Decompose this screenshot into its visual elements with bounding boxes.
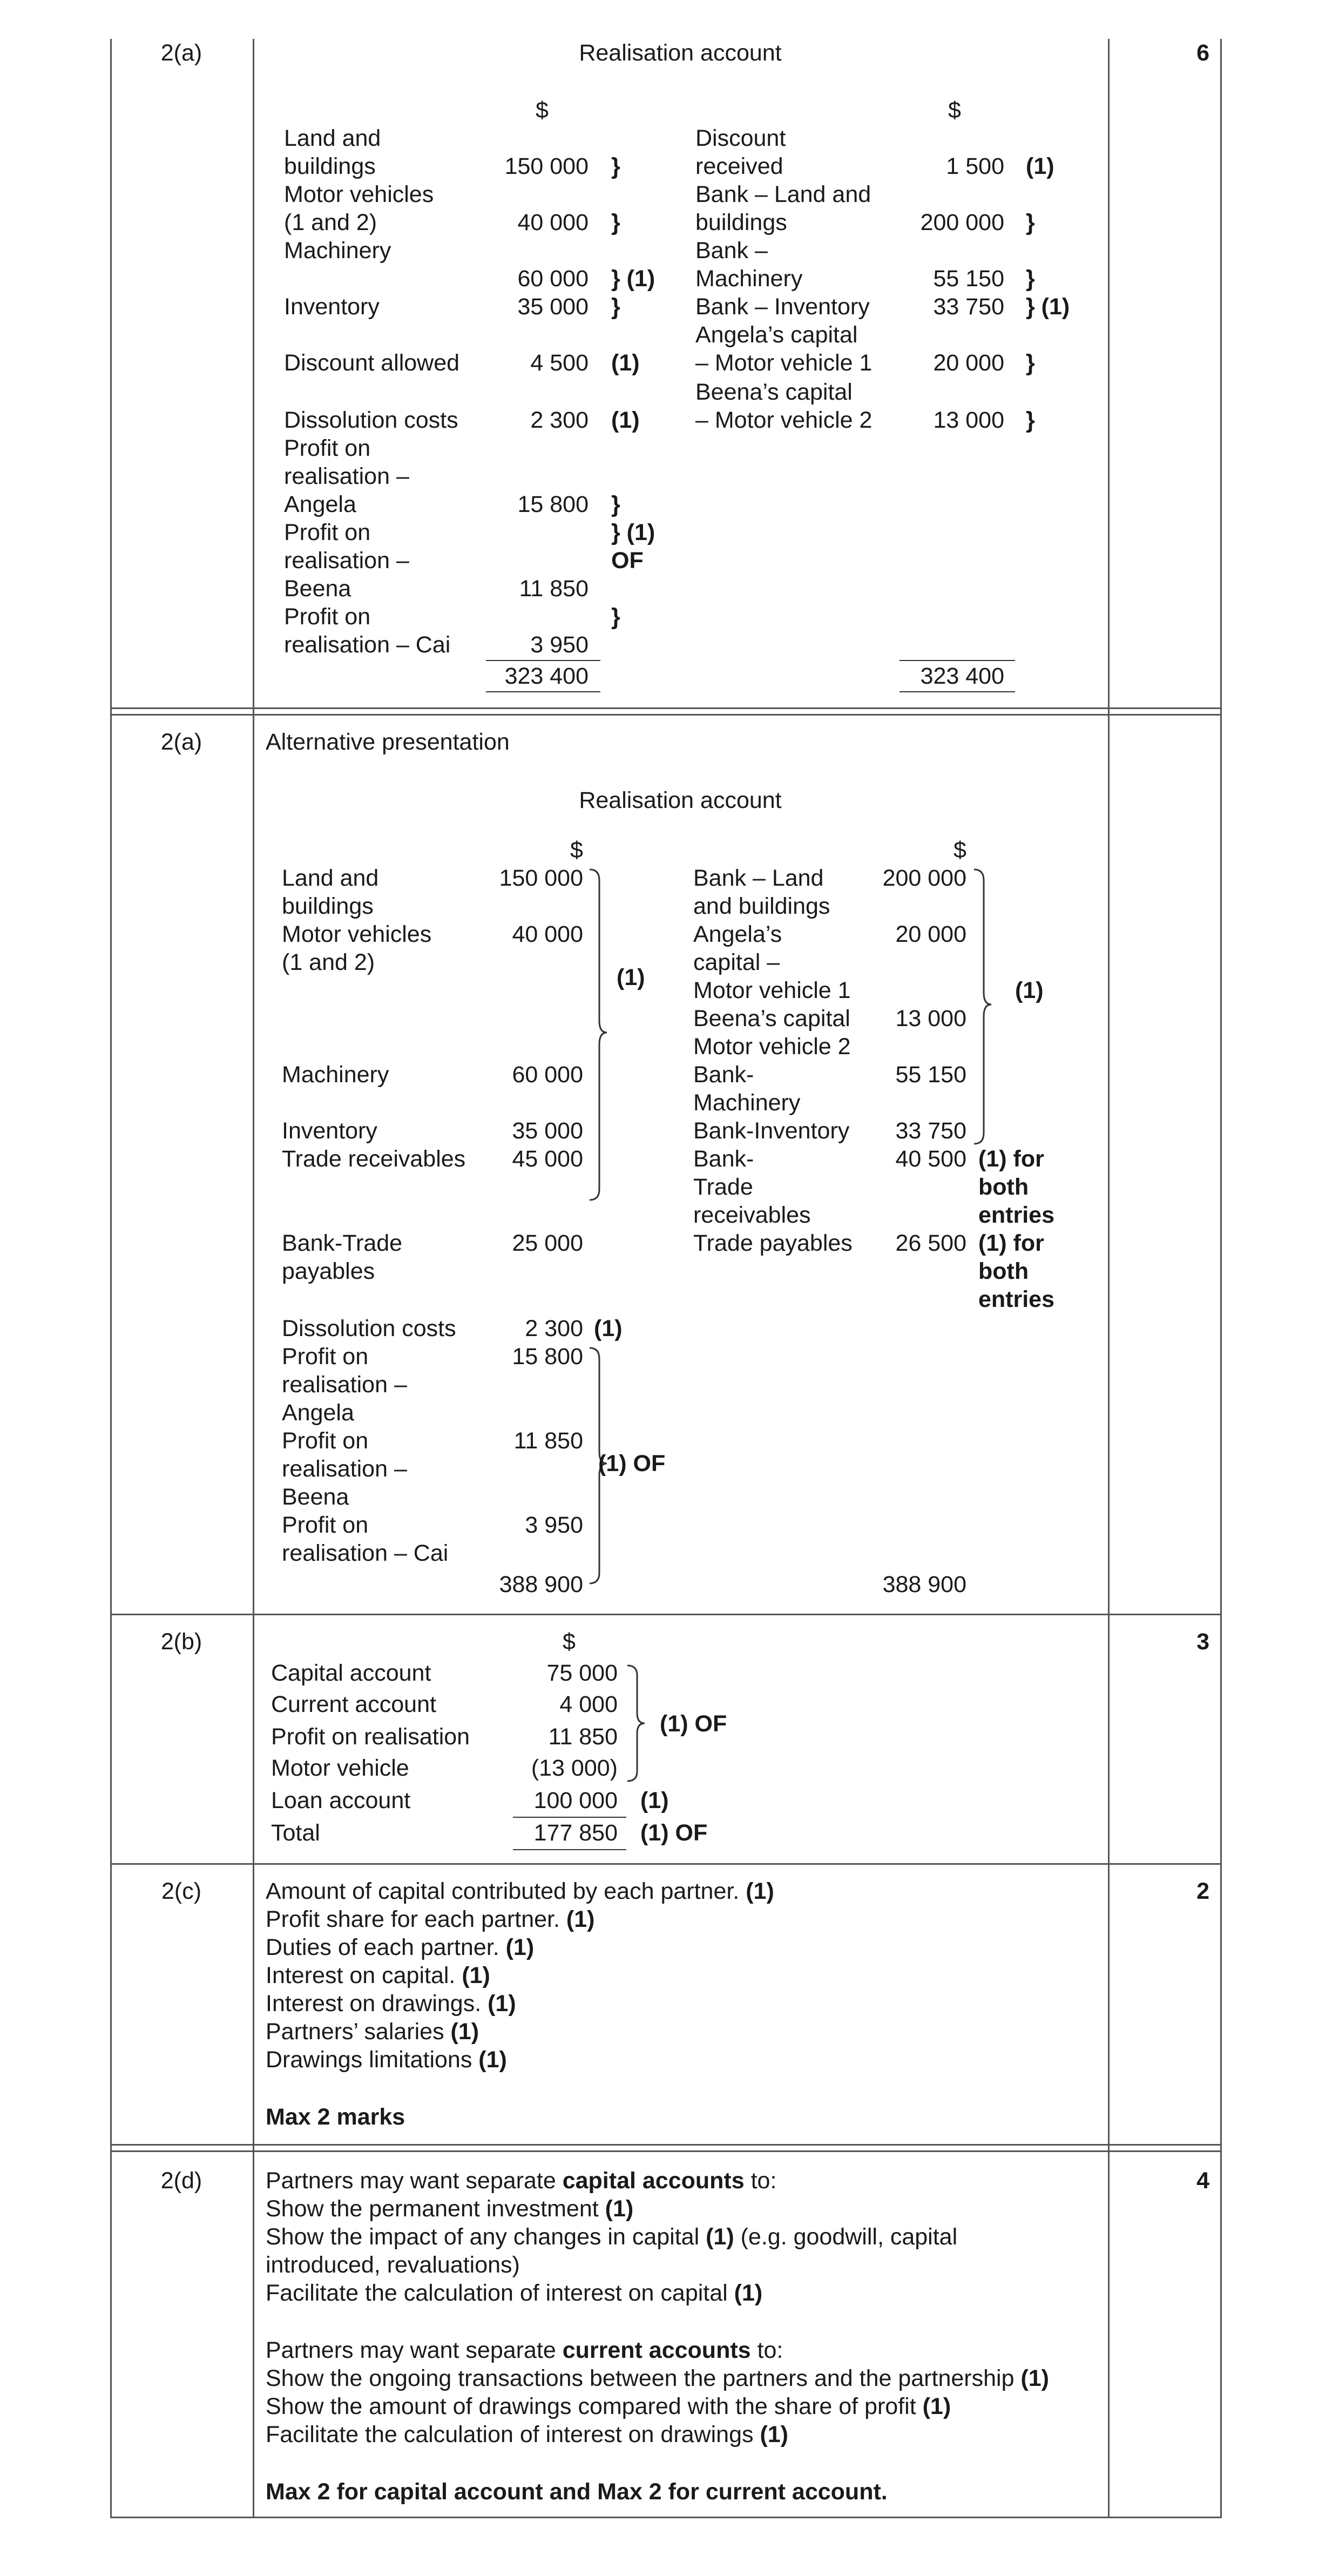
table-border-left	[110, 39, 112, 2518]
ledger-label: Capital account	[271, 1660, 431, 1686]
ledger-label: Inventory	[284, 294, 380, 320]
answer-intro: Partners may want separate capital accounts to:	[266, 2168, 777, 2194]
ledger-label: Discount allowed	[284, 350, 460, 376]
mark-annotation: }	[611, 491, 620, 517]
currency-header-credit: $	[953, 837, 966, 863]
currency-header-debit: $	[536, 97, 549, 123]
ledger-amount: 75 000	[546, 1660, 618, 1686]
ledger-amount: 26 500	[895, 1230, 966, 1256]
ledger-label: Angela’s capital – Motor vehicle 1	[693, 921, 851, 1003]
ledger-label: Current account	[271, 1691, 436, 1717]
ledger-label: Angela’s capital – Motor vehicle 1	[695, 322, 873, 376]
answer-line: Show the amount of drawings compared with the share of profit (1)	[266, 2393, 951, 2419]
account-title: Realisation account	[579, 787, 782, 813]
ledger-amount: 13 000	[895, 1006, 966, 1031]
currency-header-debit: $	[570, 837, 583, 863]
ledger-amount: 3 950	[525, 1512, 583, 1538]
total-rule	[900, 691, 1015, 692]
ledger-amount: 55 150	[933, 266, 1004, 292]
question-number: 2(a)	[160, 40, 202, 66]
ledger-label: Inventory	[282, 1118, 377, 1144]
ledger-amount: 20 000	[895, 921, 966, 947]
ledger-amount: 15 800	[512, 1344, 583, 1370]
ledger-amount: 11 850	[548, 1724, 618, 1750]
ledger-amount: 13 000	[933, 407, 1004, 433]
ledger-label: Land and buildings	[284, 125, 381, 179]
currency-header-credit: $	[948, 97, 961, 123]
account-title: Realisation account	[579, 40, 782, 66]
answer-intro: Partners may want separate current accounts to:	[266, 2337, 783, 2363]
mark-annotation: (1) for both entries	[978, 1230, 1055, 1312]
brace-debit-assets	[587, 867, 609, 1202]
table-divider-marks	[1108, 39, 1110, 2518]
ledger-amount: 40 000	[512, 921, 583, 947]
brace-credit-sales	[972, 867, 993, 1146]
ledger-label: Land and buildings	[282, 865, 379, 919]
ledger-amount: 1 500	[946, 153, 1004, 179]
ledger-amount: 33 750	[933, 294, 1004, 320]
total-rule	[900, 660, 1015, 661]
marks-total: 6	[1196, 40, 1209, 66]
ledger-label: Motor vehicles (1 and 2)	[282, 921, 432, 975]
ledger-label: Loan account	[271, 1788, 411, 1813]
ledger-total: 323 400	[504, 663, 589, 689]
ledger-label: Profit on realisation – Cai	[284, 604, 451, 658]
ledger-amount: 60 000	[512, 1062, 583, 1088]
row-divider	[110, 714, 1222, 716]
mark-annotation: (1)	[640, 1788, 669, 1813]
ledger-label: Dissolution costs	[282, 1316, 456, 1341]
answer-line: Amount of capital contributed by each partner. (1)	[266, 1878, 774, 1904]
ledger-label: Bank – Inventory	[695, 294, 870, 320]
answer-line: Show the impact of any changes in capital (1) (e.g. goodwill, capital	[266, 2224, 958, 2250]
ledger-label: Bank- Trade receivables	[693, 1146, 811, 1228]
total-rule	[513, 1817, 626, 1818]
ledger-label: Beena’s capital – Motor vehicle 2	[695, 379, 873, 433]
answer-line: Show the permanent investment (1)	[266, 2196, 634, 2222]
ledger-total: 177 850	[533, 1820, 618, 1846]
ledger-amount: 200 000	[882, 865, 966, 891]
marks-total: 4	[1196, 2168, 1209, 2194]
row-divider	[110, 707, 1222, 709]
ledger-label: Trade receivables	[282, 1146, 466, 1172]
ledger-label: Bank-Trade payables	[282, 1230, 403, 1284]
ledger-amount: 100 000	[533, 1788, 618, 1813]
ledger-amount: 11 850	[519, 576, 589, 602]
row-divider	[110, 1863, 1222, 1865]
mark-annotation: } (1)	[611, 266, 655, 292]
ledger-label: Discount received	[695, 125, 786, 179]
ledger-amount: 150 000	[504, 153, 589, 179]
question-number: 2(a)	[160, 729, 202, 755]
section-heading: Alternative presentation	[266, 729, 510, 755]
answer-line: Drawings limitations (1)	[266, 2047, 507, 2073]
answer-line-continued: introduced, revaluations)	[266, 2252, 520, 2278]
brace-mark: (1)	[617, 965, 645, 990]
ledger-amount: 45 000	[512, 1146, 583, 1172]
mark-annotation: (1)	[1026, 153, 1054, 179]
row-divider	[110, 2144, 1222, 2146]
answer-line: Interest on capital. (1)	[266, 1963, 490, 1988]
ledger-label: Profit on realisation – Cai	[282, 1512, 449, 1566]
ledger-label: Bank-Inventory	[693, 1118, 850, 1144]
ledger-amount: 40 500	[895, 1146, 966, 1172]
mark-annotation: (1)	[594, 1316, 623, 1341]
ledger-label: Machinery	[282, 1062, 389, 1088]
currency-header: $	[563, 1629, 576, 1655]
marks-total: 2	[1196, 1878, 1209, 1904]
ledger-amount: 150 000	[499, 865, 583, 891]
mark-annotation: } (1) OF	[611, 520, 655, 574]
ledger-amount: 2 300	[530, 407, 589, 433]
answer-line: Show the ongoing transactions between the partners and the partnership (1)	[266, 2365, 1049, 2391]
answer-line: Facilitate the calculation of interest on capital (1)	[266, 2280, 763, 2306]
answer-line: Duties of each partner. (1)	[266, 1934, 535, 1960]
brace-mark: (1) OF	[598, 1451, 666, 1476]
brace-capital	[625, 1663, 647, 1783]
ledger-label: Profit on realisation – Angela	[284, 435, 409, 517]
total-rule	[513, 1849, 626, 1850]
table-border-right	[1220, 39, 1222, 2518]
brace-mark: (1)	[1015, 977, 1044, 1003]
mark-annotation: (1)	[611, 350, 640, 376]
row-divider	[110, 1614, 1222, 1615]
table-divider-question	[253, 39, 254, 2518]
ledger-label: Bank- Machinery	[693, 1062, 801, 1116]
mark-annotation: (1)	[611, 407, 640, 433]
ledger-amount: 20 000	[933, 350, 1004, 376]
question-number: 2(c)	[161, 1878, 202, 1904]
ledger-amount: 60 000	[517, 266, 589, 292]
ledger-label: Motor vehicles (1 and 2)	[284, 181, 434, 235]
mark-annotation: }	[1026, 210, 1035, 235]
ledger-amount: 4 500	[530, 350, 589, 376]
question-number: 2(d)	[160, 2168, 202, 2194]
mark-annotation: }	[1026, 407, 1035, 433]
ledger-total: 388 900	[499, 1572, 583, 1597]
ledger-amount: 200 000	[920, 210, 1004, 235]
ledger-amount: 55 150	[895, 1062, 966, 1088]
ledger-total: 388 900	[882, 1572, 966, 1597]
mark-annotation: }	[1026, 350, 1035, 376]
ledger-label: Profit on realisation	[271, 1724, 470, 1750]
ledger-label: Profit on realisation – Beena	[284, 520, 409, 602]
answer-line: Partners’ salaries (1)	[266, 2019, 479, 2045]
ledger-label: Beena’s capital Motor vehicle 2	[693, 1006, 851, 1060]
ledger-label: Motor vehicle	[271, 1755, 409, 1781]
ledger-amount: 25 000	[512, 1230, 583, 1256]
ledger-label: Total	[271, 1820, 320, 1846]
mark-annotation: (1) for both entries	[978, 1146, 1055, 1228]
ledger-amount: 2 300	[525, 1316, 583, 1341]
ledger-label: Bank – Machinery	[695, 238, 803, 292]
marks-total: 3	[1196, 1629, 1209, 1655]
max-marks-note: Max 2 marks	[266, 2104, 405, 2130]
question-number: 2(b)	[160, 1629, 202, 1655]
ledger-amount: (13 000)	[531, 1755, 618, 1781]
ledger-label: Bank – Land and buildings	[695, 181, 871, 235]
ledger-amount: 4 000	[559, 1691, 618, 1717]
ledger-amount: 33 750	[895, 1118, 966, 1144]
row-divider	[110, 2150, 1222, 2152]
ledger-amount: 11 850	[513, 1428, 583, 1454]
mark-annotation: }	[611, 604, 620, 630]
ledger-label: Profit on realisation – Angela	[282, 1344, 407, 1426]
total-rule	[486, 691, 600, 692]
mark-annotation: } (1)	[1026, 294, 1070, 320]
mark-annotation: (1) OF	[640, 1820, 708, 1846]
mark-annotation: }	[611, 294, 620, 320]
answer-line: Facilitate the calculation of interest on drawings (1)	[266, 2422, 788, 2447]
ledger-amount: 3 950	[530, 632, 589, 658]
mark-annotation: }	[1026, 266, 1035, 292]
ledger-amount: 40 000	[517, 210, 589, 235]
ledger-label: Bank – Land and buildings	[693, 865, 830, 919]
ledger-total: 323 400	[920, 663, 1004, 689]
table-border-bottom	[110, 2517, 1222, 2518]
mark-annotation: }	[611, 153, 620, 179]
ledger-label: Trade payables	[693, 1230, 853, 1256]
ledger-label: Dissolution costs	[284, 407, 458, 433]
max-marks-note: Max 2 for capital account and Max 2 for current account.	[266, 2479, 888, 2505]
brace-mark: (1) OF	[660, 1711, 727, 1737]
ledger-amount: 35 000	[517, 294, 589, 320]
total-rule	[486, 660, 600, 661]
ledger-label: Machinery	[284, 238, 391, 264]
ledger-amount: 35 000	[512, 1118, 583, 1144]
ledger-label: Profit on realisation – Beena	[282, 1428, 407, 1510]
ledger-amount: 15 800	[517, 491, 589, 517]
answer-line: Profit share for each partner. (1)	[266, 1906, 595, 1932]
mark-annotation: }	[611, 210, 620, 235]
answer-line: Interest on drawings. (1)	[266, 1991, 516, 2017]
